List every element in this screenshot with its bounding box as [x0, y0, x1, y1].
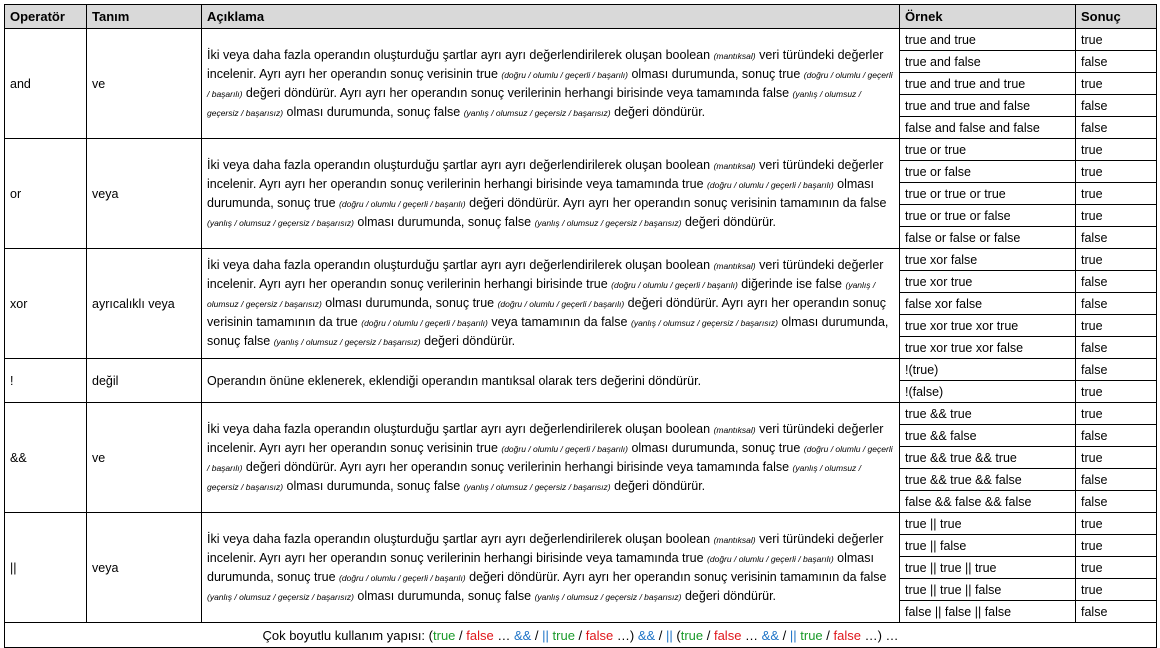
header-description: Açıklama [202, 5, 900, 29]
description-text: olması durumunda, sonuç true [207, 176, 874, 210]
footer-token: false [466, 627, 494, 643]
result-cell: true [1076, 205, 1157, 227]
example-cell: true or true or false [900, 205, 1076, 227]
example-cell: true and true and false [900, 95, 1076, 117]
result-cell: true [1076, 403, 1157, 425]
description-text: değeri döndürür. [420, 334, 516, 348]
example-cell: true or true [900, 139, 1076, 161]
footer-text: … [493, 627, 514, 643]
result-cell: true [1076, 249, 1157, 271]
description-note: (mantıksal) [713, 424, 756, 435]
description-cell [202, 359, 900, 403]
definition-cell: değil [87, 359, 202, 403]
result-cell: false [1076, 51, 1157, 73]
operator-cell: && [5, 403, 87, 513]
operator-cell: ! [5, 359, 87, 403]
description-cell [202, 139, 900, 249]
description-text: veya tamamının da false [487, 315, 631, 329]
description-text: olması durumunda, sonuç false [283, 478, 464, 493]
description-text: değeri döndürür. [610, 104, 706, 119]
definition-cell: ayrıcalıklı veya [87, 249, 202, 359]
footer-token: true [800, 627, 823, 643]
example-cell: false || false || false [900, 601, 1076, 623]
result-cell: false [1076, 337, 1157, 359]
description-note: (doğru / olumlu / geçerli / başarılı) [207, 443, 893, 473]
description-note: (mantıksal) [713, 261, 756, 271]
description-cell [202, 249, 900, 359]
description-text: veri türündeki değerler incelenir. Ayrı ayrı her operandın sonuç verilerinin herhangi birisinde veya tamamında true [207, 531, 884, 565]
description-text: değeri döndürür. Ayrı ayrı her operandın sonuç verisinin tamamının da false [465, 195, 887, 210]
description-text: olması durumunda, sonuç true [207, 550, 874, 584]
example-cell: true && true && false [900, 469, 1076, 491]
example-cell: false && false && false [900, 491, 1076, 513]
description-text: değeri döndürür. Ayrı ayrı her operandın sonuç verisinin tamamının da false [465, 569, 887, 584]
footer-text: …) … [860, 627, 899, 643]
operator-cell: xor [5, 249, 87, 359]
example-cell: true || false [900, 535, 1076, 557]
description-text: olması durumunda, sonuç false [283, 104, 464, 119]
description-note: (mantıksal) [713, 160, 756, 171]
operator-cell: or [5, 139, 87, 249]
description-note: (doğru / olumlu / geçerli / başarılı) [339, 198, 466, 209]
result-cell: false [1076, 95, 1157, 117]
result-cell: false [1076, 491, 1157, 513]
footer-text: / [779, 627, 790, 643]
description-note: (yanlış / olumsuz / geçersiz / başarısız) [207, 280, 876, 309]
description-note: (doğru / olumlu / geçerli / başarılı) [707, 179, 834, 190]
example-cell: true && true [900, 403, 1076, 425]
result-cell: false [1076, 425, 1157, 447]
example-cell: true xor true xor false [900, 337, 1076, 359]
result-cell: true [1076, 29, 1157, 51]
result-cell: true [1076, 315, 1157, 337]
description-text: veri türündeki değerler incelenir. Ayrı ayrı her operandın sonuç verisinin true [207, 421, 884, 455]
description-text: olması durumunda, sonuç true [627, 66, 804, 81]
footer-token: && [761, 627, 780, 643]
description-note: (yanlış / olumsuz / geçersiz / başarısız) [534, 217, 682, 228]
result-cell: false [1076, 271, 1157, 293]
header-operator: Operatör [5, 5, 87, 29]
example-cell: true || true || false [900, 579, 1076, 601]
footer-text: / [655, 627, 666, 643]
example-cell: true and true and true [900, 73, 1076, 95]
operator-reference-document [4, 4, 1156, 648]
description-note: (mantıksal) [713, 50, 756, 61]
example-cell: false or false or false [900, 227, 1076, 249]
result-cell: true [1076, 513, 1157, 535]
description-text: değeri döndürür. [610, 478, 706, 493]
header-definition: Tanım [87, 5, 202, 29]
result-cell: false [1076, 469, 1157, 491]
footer-token: || [666, 627, 673, 643]
footer-token: || [789, 627, 797, 643]
description-note: (yanlış / olumsuz / geçersiz / başarısız) [207, 88, 862, 118]
example-cell: false xor false [900, 293, 1076, 315]
table-row [5, 513, 1157, 535]
result-cell: false [1076, 293, 1157, 315]
result-cell: false [1076, 601, 1157, 623]
example-cell: !(false) [900, 381, 1076, 403]
description-note: (yanlış / olumsuz / geçersiz / başarısız) [463, 481, 611, 492]
footer-token: true [680, 627, 704, 643]
footer-text: … [741, 627, 762, 643]
result-cell: true [1076, 139, 1157, 161]
description-cell [202, 29, 900, 139]
footer-token: && [513, 627, 532, 643]
description-text: İki veya daha fazla operandın oluşturduğu şartlar ayrı ayrı değerlendirilerek oluşan boolean [207, 258, 714, 272]
description-cell [202, 513, 900, 623]
description-note: (yanlış / olumsuz / geçersiz / başarısız) [207, 217, 354, 228]
result-cell: true [1076, 161, 1157, 183]
result-cell: true [1076, 557, 1157, 579]
description-note: (yanlış / olumsuz / geçersiz / başarısız) [207, 591, 354, 602]
description-note: (doğru / olumlu / geçerli / başarılı) [361, 318, 488, 328]
table-row [5, 139, 1157, 161]
description-text: değeri döndürür. [681, 588, 777, 603]
footer-text: / [531, 627, 543, 643]
description-note: (yanlış / olumsuz / geçersiz / başarısız) [207, 462, 862, 492]
definition-cell: ve [87, 403, 202, 513]
example-cell: true || true || true [900, 557, 1076, 579]
operator-cell: || [5, 513, 87, 623]
description-note: (doğru / olumlu / geçerli / başarılı) [501, 69, 628, 80]
description-text: İki veya daha fazla operandın oluşturduğu şartlar ayrı ayrı değerlendirilerek oluşan boolean [207, 157, 714, 172]
footer-token: true [552, 627, 575, 643]
footer-text: ( [672, 627, 681, 643]
description-cell [202, 403, 900, 513]
footer-token: true [433, 627, 456, 643]
example-cell: false and false and false [900, 117, 1076, 139]
result-cell: true [1076, 579, 1157, 601]
description-text: veri türündeki değerler incelenir. Ayrı ayrı her operandın sonuç verilerinin herhangi birisinde true [207, 258, 884, 291]
description-text: İki veya daha fazla operandın oluşturduğu şartlar ayrı ayrı değerlendirilerek oluşan boolean [207, 47, 714, 62]
description-note: (yanlış / olumsuz / geçersiz / başarısız) [631, 318, 778, 328]
result-cell: true [1076, 535, 1157, 557]
description-text: Operandın önüne eklenerek, eklendiği operandın mantıksal olarak ters değerini döndürür. [207, 373, 702, 388]
example-cell: true && true && true [900, 447, 1076, 469]
description-note: (yanlış / olumsuz / geçersiz / başarısız) [273, 337, 421, 347]
footer-token: false [585, 627, 614, 643]
description-note: (doğru / olumlu / geçerli / başarılı) [207, 69, 893, 99]
example-cell: true && false [900, 425, 1076, 447]
description-text: veri türündeki değerler incelenir. Ayrı ayrı her operandın sonuç verilerinin herhangi birisinde veya tamamında true [207, 157, 884, 191]
description-text: olması durumunda, sonuç false [353, 588, 535, 603]
example-cell: true and false [900, 51, 1076, 73]
description-text: İki veya daha fazla operandın oluşturduğu şartlar ayrı ayrı değerlendirilerek oluşan boolean [207, 531, 714, 546]
result-cell: false [1076, 227, 1157, 249]
footer-token: false [713, 627, 742, 643]
description-text: diğerinde ise false [737, 277, 846, 291]
result-cell: false [1076, 359, 1157, 381]
description-text: olması durumunda, sonuç false [353, 214, 535, 229]
example-cell: true || true [900, 513, 1076, 535]
table-row [5, 403, 1157, 425]
definition-cell: ve [87, 29, 202, 139]
description-text: değeri döndürür. Ayrı ayrı her operandın sonuç verilerinin herhangi birisinde veya tamamında false [242, 85, 793, 100]
description-text: veri türündeki değerler incelenir. Ayrı ayrı her operandın sonuç verisinin true [207, 47, 884, 81]
footer-text: / [574, 627, 586, 643]
multi-dimensional-usage-note [5, 623, 1157, 648]
example-cell: true xor false [900, 249, 1076, 271]
example-cell: true or true or true [900, 183, 1076, 205]
result-cell: true [1076, 183, 1157, 205]
table-row [5, 249, 1157, 271]
description-note: (doğru / olumlu / geçerli / başarılı) [611, 280, 738, 290]
description-text: değeri döndürür. Ayrı ayrı her operandın sonuç verisinin tamamının da true [207, 296, 886, 329]
header-row [5, 5, 1157, 29]
footer-token: || [542, 627, 549, 643]
footer-text: Çok boyutlu kullanım yapısı: ( [262, 627, 433, 643]
example-cell: true or false [900, 161, 1076, 183]
description-text: olması durumunda, sonuç true [627, 440, 804, 455]
example-cell: true xor true xor true [900, 315, 1076, 337]
footer-token: && [637, 627, 656, 643]
description-note: (doğru / olumlu / geçerli / başarılı) [339, 572, 466, 583]
result-cell: true [1076, 73, 1157, 95]
operator-cell: and [5, 29, 87, 139]
description-note: (doğru / olumlu / geçerli / başarılı) [501, 443, 628, 454]
table-row [5, 359, 1157, 381]
result-cell: true [1076, 381, 1157, 403]
definition-cell: veya [87, 513, 202, 623]
logical-operators-table [4, 4, 1157, 648]
definition-cell: veya [87, 139, 202, 249]
table-body [5, 29, 1157, 623]
description-note: (doğru / olumlu / geçerli / başarılı) [497, 299, 625, 309]
header-example: Örnek [900, 5, 1076, 29]
description-text: olması durumunda, sonuç false [207, 315, 889, 348]
result-cell: true [1076, 447, 1157, 469]
footer-text: / [455, 627, 467, 643]
footer-text: / [822, 627, 834, 643]
description-note: (yanlış / olumsuz / geçersiz / başarısız) [534, 591, 682, 602]
header-result: Sonuç [1076, 5, 1157, 29]
description-text: değeri döndürür. Ayrı ayrı her operandın sonuç verilerinin herhangi birisinde veya tamamında false [242, 459, 793, 474]
description-note: (mantıksal) [713, 534, 756, 545]
result-cell: false [1076, 117, 1157, 139]
description-text: İki veya daha fazla operandın oluşturduğu şartlar ayrı ayrı değerlendirilerek oluşan boolean [207, 421, 714, 436]
footer-text: / [703, 627, 714, 643]
footer-text: …) [613, 627, 638, 643]
footer-row [5, 623, 1157, 648]
example-cell: true xor true [900, 271, 1076, 293]
description-text: değeri döndürür. [681, 214, 777, 229]
description-note: (doğru / olumlu / geçerli / başarılı) [707, 553, 834, 564]
description-note: (yanlış / olumsuz / geçersiz / başarısız) [463, 107, 611, 118]
footer-token: false [833, 627, 861, 643]
example-cell: true and true [900, 29, 1076, 51]
table-row [5, 29, 1157, 51]
example-cell: !(true) [900, 359, 1076, 381]
description-text: olması durumunda, sonuç true [321, 296, 498, 310]
